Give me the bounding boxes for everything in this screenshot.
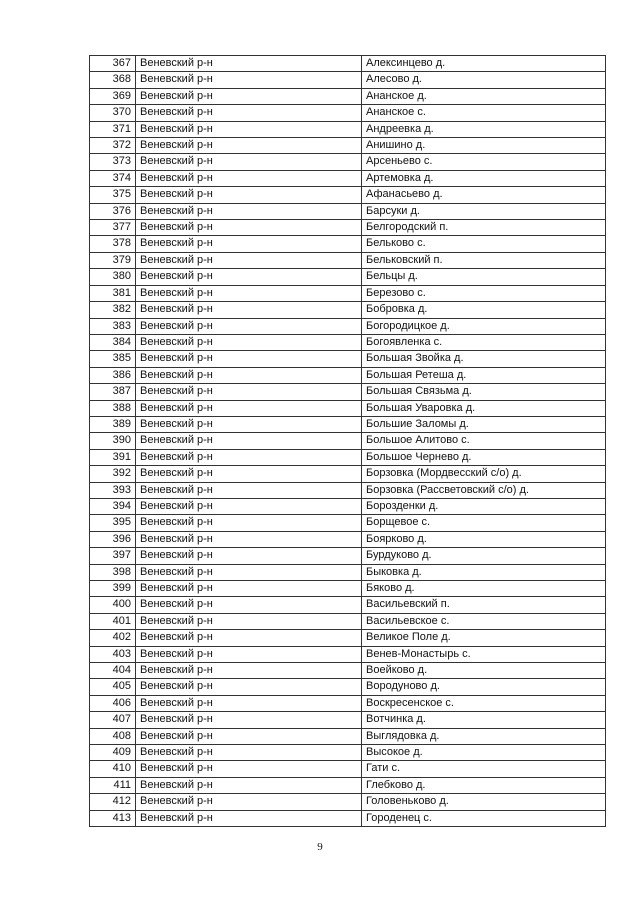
district-cell: Веневский р-н: [136, 138, 362, 154]
table-row: [90, 728, 606, 744]
row-number-cell: 369: [90, 88, 136, 104]
district-cell: Веневский р-н: [136, 269, 362, 285]
table-row: [90, 663, 606, 679]
row-number-cell: 385: [90, 351, 136, 367]
row-number-cell: 407: [90, 712, 136, 728]
locality-cell: Борозденки д.: [362, 498, 606, 514]
table-row: [90, 400, 606, 416]
locality-cell: Городенец с.: [362, 810, 606, 826]
row-number-cell: 406: [90, 695, 136, 711]
table-row: [90, 285, 606, 301]
locality-cell: Воскресенское с.: [362, 695, 606, 711]
page-number: 9: [317, 841, 323, 853]
district-cell: Веневский р-н: [136, 334, 362, 350]
district-cell: Веневский р-н: [136, 548, 362, 564]
district-cell: Веневский р-н: [136, 515, 362, 531]
table-row: [90, 581, 606, 597]
district-cell: Веневский р-н: [136, 367, 362, 383]
locality-cell: Ананское д.: [362, 88, 606, 104]
district-cell: Веневский р-н: [136, 498, 362, 514]
locality-cell: Березово с.: [362, 285, 606, 301]
locality-cell: Глебково д.: [362, 777, 606, 793]
locality-cell: Богоявленка с.: [362, 334, 606, 350]
locality-cell: Борзовка (Рассветовский с/о) д.: [362, 482, 606, 498]
table-row: [90, 515, 606, 531]
district-cell: Веневский р-н: [136, 695, 362, 711]
table-row: [90, 498, 606, 514]
row-number-cell: 388: [90, 400, 136, 416]
table-row: [90, 318, 606, 334]
table-row: [90, 88, 606, 104]
row-number-cell: 371: [90, 121, 136, 137]
row-number-cell: 383: [90, 318, 136, 334]
table-row: [90, 630, 606, 646]
locality-cell: Арсеньево с.: [362, 154, 606, 170]
district-cell: Веневский р-н: [136, 88, 362, 104]
locality-cell: Бяково д.: [362, 581, 606, 597]
row-number-cell: 386: [90, 367, 136, 383]
locality-cell: Боярково д.: [362, 531, 606, 547]
locality-cell: Большая Уваровка д.: [362, 400, 606, 416]
district-cell: Веневский р-н: [136, 285, 362, 301]
row-number-cell: 374: [90, 170, 136, 186]
row-number-cell: 372: [90, 138, 136, 154]
table-row: [90, 433, 606, 449]
row-number-cell: 387: [90, 384, 136, 400]
row-number-cell: 402: [90, 630, 136, 646]
table-row: [90, 761, 606, 777]
district-cell: Веневский р-н: [136, 728, 362, 744]
table-row: [90, 449, 606, 465]
table-row: [90, 236, 606, 252]
table-row: [90, 302, 606, 318]
district-cell: Веневский р-н: [136, 170, 362, 186]
locality-cell: Анишино д.: [362, 138, 606, 154]
row-number-cell: 390: [90, 433, 136, 449]
locality-cell: Борзовка (Мордвесский с/о) д.: [362, 466, 606, 482]
locality-cell: Бельковский п.: [362, 252, 606, 268]
table-row: [90, 138, 606, 154]
locality-cell: Большая Связьма д.: [362, 384, 606, 400]
district-cell: Веневский р-н: [136, 613, 362, 629]
row-number-cell: 396: [90, 531, 136, 547]
locality-cell: Большое Алитово с.: [362, 433, 606, 449]
row-number-cell: 376: [90, 203, 136, 219]
district-cell: Веневский р-н: [136, 302, 362, 318]
locality-cell: Вотчинка д.: [362, 712, 606, 728]
row-number-cell: 384: [90, 334, 136, 350]
district-cell: Веневский р-н: [136, 761, 362, 777]
table-row: [90, 613, 606, 629]
row-number-cell: 400: [90, 597, 136, 613]
district-cell: Веневский р-н: [136, 318, 362, 334]
district-cell: Веневский р-н: [136, 712, 362, 728]
locality-cell: Бобровка д.: [362, 302, 606, 318]
row-number-cell: 403: [90, 646, 136, 662]
district-cell: Веневский р-н: [136, 154, 362, 170]
district-cell: Веневский р-н: [136, 400, 362, 416]
row-number-cell: 378: [90, 236, 136, 252]
table-row: [90, 105, 606, 121]
district-cell: Веневский р-н: [136, 56, 362, 72]
district-cell: Веневский р-н: [136, 663, 362, 679]
locality-cell: Бельково с.: [362, 236, 606, 252]
district-cell: Веневский р-н: [136, 236, 362, 252]
row-number-cell: 412: [90, 794, 136, 810]
district-cell: Веневский р-н: [136, 466, 362, 482]
locality-cell: Венев-Монастырь с.: [362, 646, 606, 662]
district-cell: Веневский р-н: [136, 220, 362, 236]
district-cell: Веневский р-н: [136, 794, 362, 810]
district-cell: Веневский р-н: [136, 351, 362, 367]
district-cell: Веневский р-н: [136, 564, 362, 580]
table-row: [90, 384, 606, 400]
table-row: [90, 679, 606, 695]
locality-cell: Большая Звойка д.: [362, 351, 606, 367]
district-cell: Веневский р-н: [136, 745, 362, 761]
row-number-cell: 397: [90, 548, 136, 564]
locality-cell: Высокое д.: [362, 745, 606, 761]
row-number-cell: 375: [90, 187, 136, 203]
row-number-cell: 373: [90, 154, 136, 170]
row-number-cell: 410: [90, 761, 136, 777]
row-number-cell: 379: [90, 252, 136, 268]
table-row: [90, 72, 606, 88]
row-number-cell: 401: [90, 613, 136, 629]
table-row: [90, 220, 606, 236]
locality-cell: Афанасьево д.: [362, 187, 606, 203]
row-number-cell: 411: [90, 777, 136, 793]
locality-cell: Головеньково д.: [362, 794, 606, 810]
district-cell: Веневский р-н: [136, 416, 362, 432]
locality-cell: Васильевский п.: [362, 597, 606, 613]
table-row: [90, 777, 606, 793]
table-row: [90, 531, 606, 547]
locality-cell: Алесово д.: [362, 72, 606, 88]
row-number-cell: 391: [90, 449, 136, 465]
locality-cell: Быковка д.: [362, 564, 606, 580]
district-cell: Веневский р-н: [136, 581, 362, 597]
table-row: [90, 334, 606, 350]
table-row: [90, 810, 606, 826]
table-row: [90, 367, 606, 383]
locality-cell: Андреевка д.: [362, 121, 606, 137]
table-row: [90, 351, 606, 367]
table-row: [90, 548, 606, 564]
district-cell: Веневский р-н: [136, 630, 362, 646]
row-number-cell: 392: [90, 466, 136, 482]
row-number-cell: 380: [90, 269, 136, 285]
district-cell: Веневский р-н: [136, 252, 362, 268]
row-number-cell: 404: [90, 663, 136, 679]
row-number-cell: 377: [90, 220, 136, 236]
settlement-table: [89, 55, 606, 827]
table-row: [90, 252, 606, 268]
row-number-cell: 393: [90, 482, 136, 498]
district-cell: Веневский р-н: [136, 72, 362, 88]
table-row: [90, 646, 606, 662]
district-cell: Веневский р-н: [136, 203, 362, 219]
table-row: [90, 416, 606, 432]
row-number-cell: 368: [90, 72, 136, 88]
district-cell: Веневский р-н: [136, 646, 362, 662]
locality-cell: Белгородский п.: [362, 220, 606, 236]
table-row: [90, 712, 606, 728]
locality-cell: Бельцы д.: [362, 269, 606, 285]
locality-cell: Ананское с.: [362, 105, 606, 121]
locality-cell: Васильевское с.: [362, 613, 606, 629]
locality-cell: Великое Поле д.: [362, 630, 606, 646]
district-cell: Веневский р-н: [136, 449, 362, 465]
table-row: [90, 154, 606, 170]
locality-cell: Вородуново д.: [362, 679, 606, 695]
table-body: [90, 56, 606, 827]
table-row: [90, 597, 606, 613]
district-cell: Веневский р-н: [136, 433, 362, 449]
locality-cell: Барсуки д.: [362, 203, 606, 219]
table-row: [90, 745, 606, 761]
district-cell: Веневский р-н: [136, 482, 362, 498]
district-cell: Веневский р-н: [136, 597, 362, 613]
district-cell: Веневский р-н: [136, 679, 362, 695]
locality-cell: Большая Ретеша д.: [362, 367, 606, 383]
row-number-cell: 370: [90, 105, 136, 121]
locality-cell: Борщевое с.: [362, 515, 606, 531]
district-cell: Веневский р-н: [136, 384, 362, 400]
locality-cell: Большие Заломы д.: [362, 416, 606, 432]
table-row: [90, 170, 606, 186]
table-row: [90, 695, 606, 711]
table-row: [90, 56, 606, 72]
table-row: [90, 466, 606, 482]
row-number-cell: 394: [90, 498, 136, 514]
table-row: [90, 187, 606, 203]
table-row: [90, 482, 606, 498]
row-number-cell: 367: [90, 56, 136, 72]
row-number-cell: 395: [90, 515, 136, 531]
district-cell: Веневский р-н: [136, 121, 362, 137]
row-number-cell: 381: [90, 285, 136, 301]
row-number-cell: 389: [90, 416, 136, 432]
table-row: [90, 203, 606, 219]
locality-cell: Гати с.: [362, 761, 606, 777]
row-number-cell: 382: [90, 302, 136, 318]
table-row: [90, 121, 606, 137]
row-number-cell: 399: [90, 581, 136, 597]
district-cell: Веневский р-н: [136, 105, 362, 121]
locality-cell: Воейково д.: [362, 663, 606, 679]
locality-cell: Богородицкое д.: [362, 318, 606, 334]
row-number-cell: 398: [90, 564, 136, 580]
row-number-cell: 409: [90, 745, 136, 761]
row-number-cell: 408: [90, 728, 136, 744]
district-cell: Веневский р-н: [136, 187, 362, 203]
row-number-cell: 413: [90, 810, 136, 826]
table-row: [90, 269, 606, 285]
locality-cell: Алексинцево д.: [362, 56, 606, 72]
locality-cell: Бурдуково д.: [362, 548, 606, 564]
district-cell: Веневский р-н: [136, 810, 362, 826]
locality-cell: Большое Чернево д.: [362, 449, 606, 465]
district-cell: Веневский р-н: [136, 777, 362, 793]
district-cell: Веневский р-н: [136, 531, 362, 547]
locality-cell: Выглядовка д.: [362, 728, 606, 744]
locality-cell: Артемовка д.: [362, 170, 606, 186]
table-row: [90, 564, 606, 580]
table-row: [90, 794, 606, 810]
row-number-cell: 405: [90, 679, 136, 695]
